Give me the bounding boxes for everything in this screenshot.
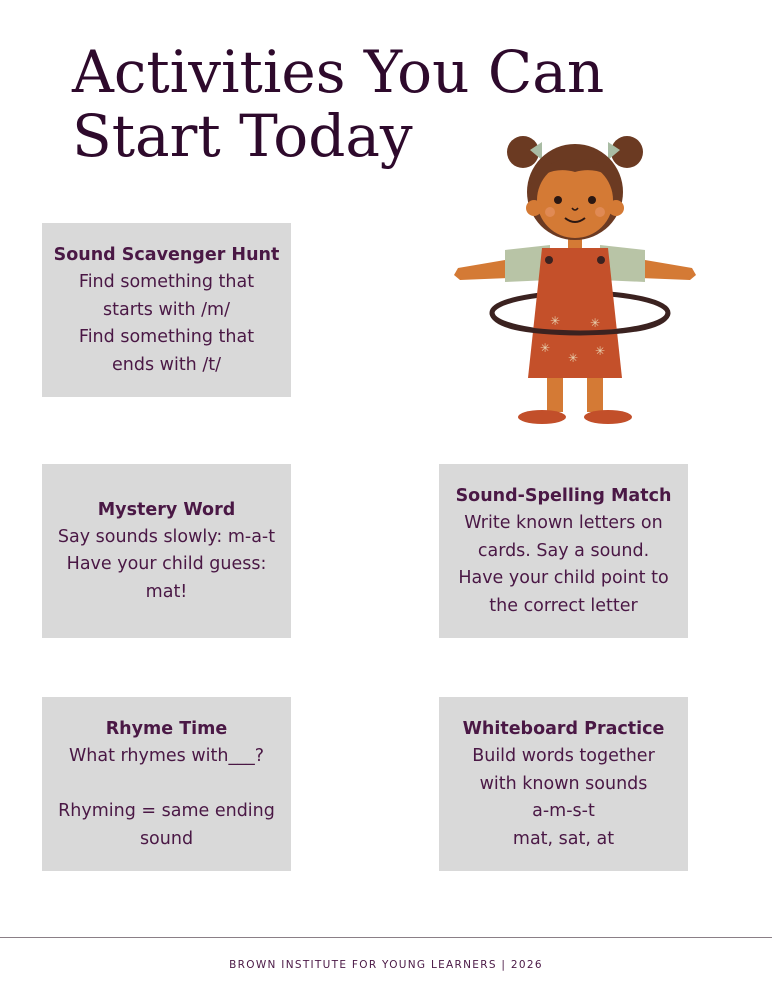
card-heading: Whiteboard Practice	[462, 719, 665, 739]
activity-card-sound-spelling-match	[439, 464, 688, 638]
svg-text:✳: ✳	[590, 316, 601, 330]
activity-card-rhyme-time	[42, 697, 291, 871]
card-line: Say sounds slowly: m-a-t	[57, 526, 276, 547]
svg-text:✳: ✳	[568, 351, 579, 365]
footer-text: BROWN INSTITUTE FOR YOUNG LEARNERS | 2026	[229, 959, 543, 971]
card-line: with known sounds	[479, 773, 648, 794]
card-heading: Sound-Spelling Match	[455, 486, 672, 506]
card-line: mat!	[145, 581, 188, 602]
card-line: starts with /m/	[103, 299, 230, 320]
card-line: Have your child point to	[458, 568, 669, 588]
card-line: mat, sat, at	[512, 828, 615, 849]
card-line: Find something that	[78, 327, 255, 347]
card-line: Find something that	[78, 272, 255, 292]
girl-hula-hoop-illustration	[450, 130, 700, 430]
svg-text:✳: ✳	[540, 341, 551, 355]
activity-card-sound-scavenger-hunt	[42, 223, 291, 397]
card-line: a-m-s-t	[532, 801, 595, 821]
card-heading: Sound Scavenger Hunt	[53, 245, 280, 265]
card-line: the correct letter	[489, 595, 638, 616]
card-heading: Mystery Word	[97, 499, 236, 520]
card-heading: Rhyme Time	[105, 719, 228, 739]
card-line: What rhymes with___?	[68, 746, 265, 766]
card-line: cards. Say a sound.	[477, 540, 650, 561]
card-line: Have your child guess:	[66, 554, 267, 575]
card-line: ends with /t/	[112, 354, 221, 375]
svg-text:✳: ✳	[595, 344, 606, 358]
svg-text:✳: ✳	[550, 314, 561, 328]
page-title-line-2: Start Today	[72, 102, 413, 170]
card-line: Write known letters on	[464, 513, 663, 533]
activity-card-whiteboard-practice	[439, 697, 688, 871]
card-line: Rhyming = same ending	[58, 801, 275, 821]
footer-divider	[0, 937, 772, 938]
card-line: sound	[139, 828, 194, 849]
activity-card-mystery-word	[42, 464, 291, 638]
card-line: Build words together	[472, 746, 655, 766]
page-title-line-1: Activities You Can	[72, 38, 605, 106]
